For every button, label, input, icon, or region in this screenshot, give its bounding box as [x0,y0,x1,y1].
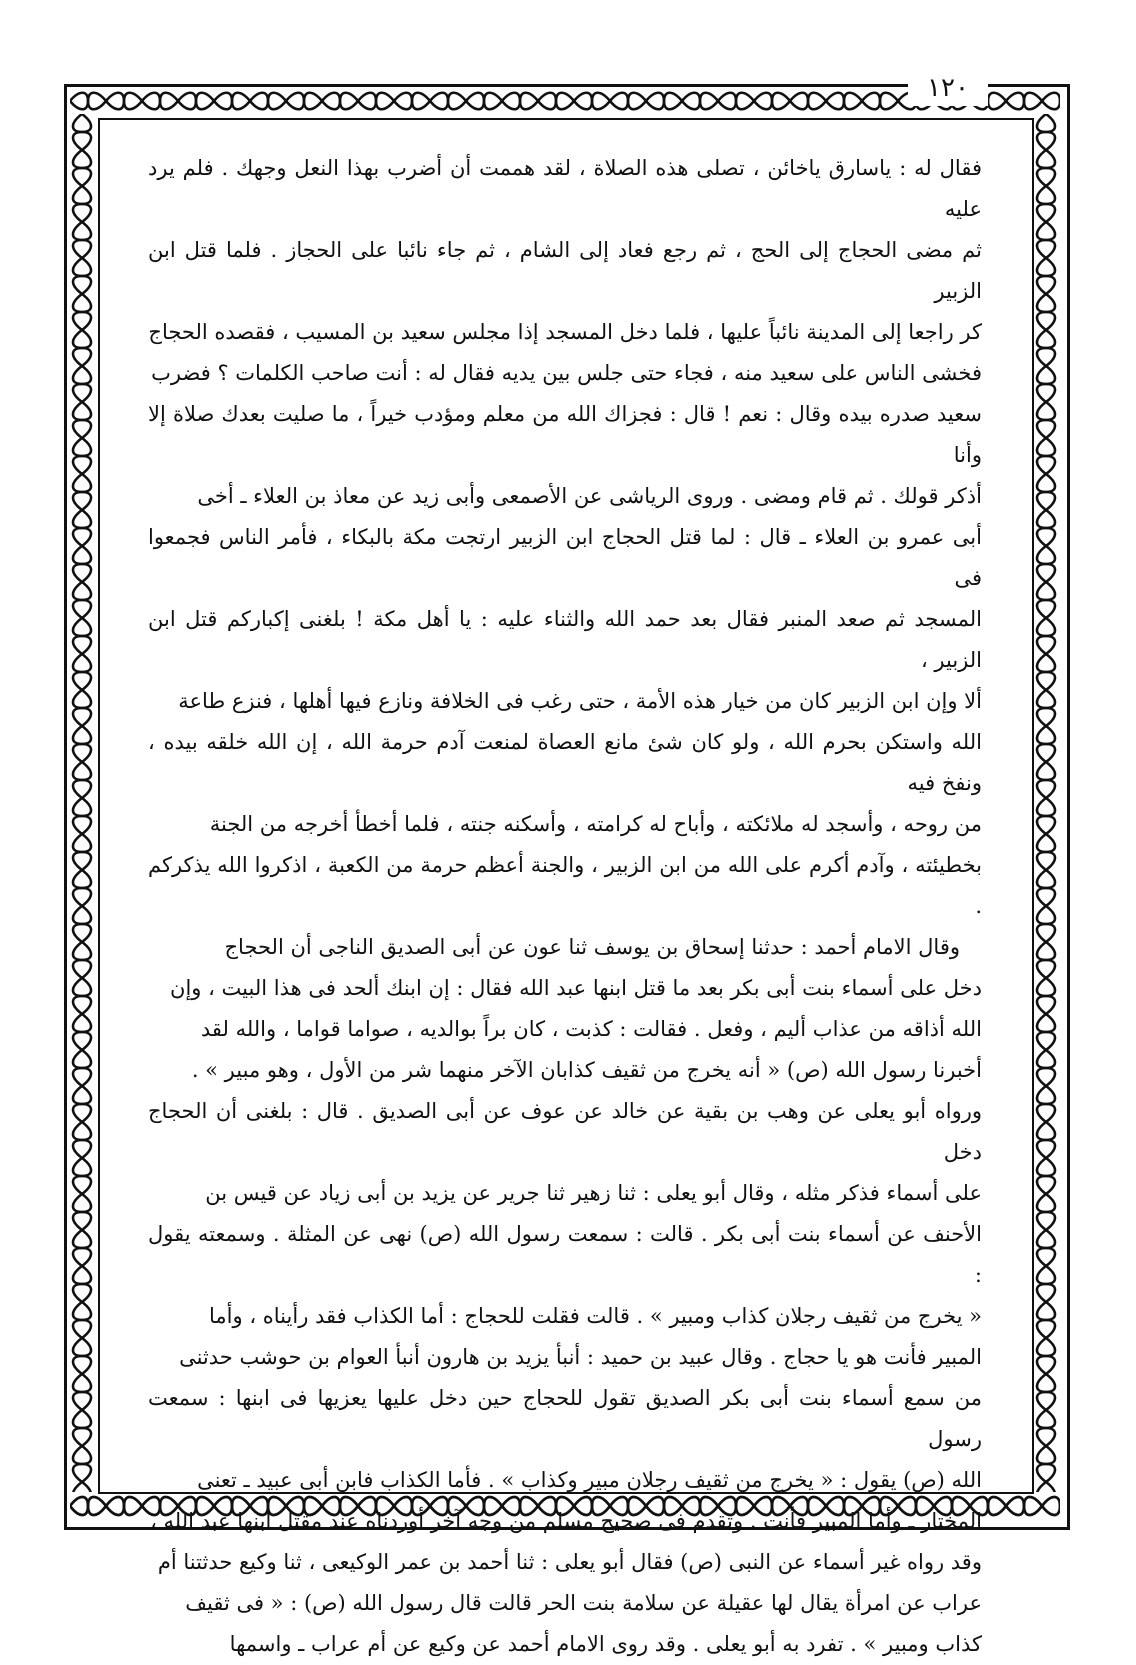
text-line: الله أذاقه من عذاب أليم ، وفعل . فقالت : كذبت ، كان براً بوالديه ، صواما قواما ، والله لقد [200,1017,982,1041]
page-number: ١٢٠ [908,70,988,106]
ornament-band-right [1032,114,1060,1492]
text-line: ثم مضى الحجاج إلى الحج ، ثم رجع فعاد إلى الشام ، ثم جاء نائبا على الحجاز . فلما قتل ابن الزبير [148,238,982,303]
text-line: كر راجعا إلى المدينة نائباً عليها ، فلما دخل المسجد إذا مجلس سعيد بن المسيب ، فقصده الحجاج [148,320,982,344]
text-line: الله واستكن بحرم الله ، ولو كان شئ مانع العصاة لمنعت آدم حرمة الله ، إن الله خلقه بيده ، ونفخ فيه [148,730,982,795]
text-line: كذاب ومبير » . تفرد به أبو يعلى . وقد روى الامام أحمد عن وكيع عن أم عراب ـ واسمها [229,1632,982,1656]
ornament-band-left [68,114,96,1492]
text-line: من روحه ، وأسجد له ملائكته ، وأباح له كرامته ، وأسكنه جنته ، فلما أخطأ أخرجه من الجنة [209,812,982,836]
body-text [148,148,982,1656]
text-line: ورواه أبو يعلى عن وهب بن بقية عن خالد عن عوف عن أبى الصديق . قال : بلغنى أن الحجاج دخل [148,1099,982,1164]
text-line: أخبرنا رسول الله (ص) « أنه يخرج من ثقيف كذابان الآخر منهما شر من الأول ، وهو مبير » . [191,1058,982,1082]
text-line: عراب عن امرأة يقال لها عقيلة عن سلامة بنت الحر قالت قال رسول الله (ص) : « فى ثقيف [185,1591,982,1615]
text-line: فخشى الناس على سعيد منه ، فجاء حتى جلس بين يديه فقال له : أنت صاحب الكلمات ؟ فضرب [151,361,982,385]
text-line: على أسماء فذكر مثله ، وقال أبو يعلى : ثنا زهير ثنا جرير عن يزيد بن أبى زياد عن قيس بن [205,1181,982,1205]
text-line: دخل على أسماء بنت أبى بكر بعد ما قتل ابنها عبد الله فقال : إن ابنك ألحد فى هذا البيت ، وإن [170,976,982,1000]
text-line: بخطيئته ، وآدم أكرم على الله من ابن الزبير ، والجنة أعظم حرمة من الكعبة ، اذكروا الله يذكركم . [148,853,982,918]
text-line: المختار ـ وأما المبير فأنت . وتقدم فى صحيح مسلم من وجه آخر أوردناه عند مقتل ابنها عبد الله ، [150,1509,982,1533]
text-line: الله (ص) يقول : « يخرج من ثقيف رجلان مبير وكذاب » . فأما الكذاب فابن أبى عبيد ـ تعنى [197,1468,982,1492]
text-line: وقد رواه غير أسماء عن النبى (ص) فقال أبو يعلى : ثنا أحمد بن عمر الوكيعى ، ثنا وكيع حدثتنا أم [157,1550,982,1574]
text-line: « يخرج من ثقيف رجلان كذاب ومبير » . قالت فقلت للحجاج : أما الكذاب فقد رأيناه ، وأما [209,1304,982,1328]
text-line: ألا وإن ابن الزبير كان من خيار هذه الأمة ، حتى رغب فى الخلافة ونازع فيها أهلها ، فنزع طاعة [178,689,982,713]
text-line: أبى عمرو بن العلاء ـ قال : لما قتل الحجاج ابن الزبير ارتجت مكة بالبكاء ، فأمر الناس فجمعوا فى [148,525,982,590]
text-line: أذكر قولك . ثم قام ومضى . وروى الرياشى عن الأصمعى وأبى زيد عن معاذ بن العلاء ـ أخى [197,484,982,508]
text-line: المسجد ثم صعد المنبر فقال بعد حمد الله والثناء عليه : يا أهل مكة ! بلغنى إكباركم قتل ابن الزبير ، [148,607,982,672]
text-line: المبير فأنت هو يا حجاج . وقال عبيد بن حميد : أنبأ يزيد بن هارون أنبأ العوام بن حوشب حدثنى [179,1345,982,1369]
text-line: من سمع أسماء بنت أبى بكر الصديق تقول للحجاج حين دخل عليها يعزيها فى ابنها : سمعت رسول [148,1386,982,1451]
text-line: فقال له : ياسارق ياخائن ، تصلى هذه الصلاة ، لقد هممت أن أضرب بهذا النعل وجهك . فلم يرد عليه [148,156,982,221]
text-line: سعيد صدره بيده وقال : نعم ! قال : فجزاك الله من معلم ومؤدب خيراً ، ما صليت بعدك صلاة إلا وأنا [148,402,982,467]
text-line: وقال الامام أحمد : حدثنا إسحاق بن يوسف ثنا عون عن أبى الصديق الناجى أن الحجاج [224,935,960,959]
text-line: الأحنف عن أسماء بنت أبى بكر . قالت : سمعت رسول الله (ص) نهى عن المثلة . وسمعته يقول : [148,1222,982,1287]
